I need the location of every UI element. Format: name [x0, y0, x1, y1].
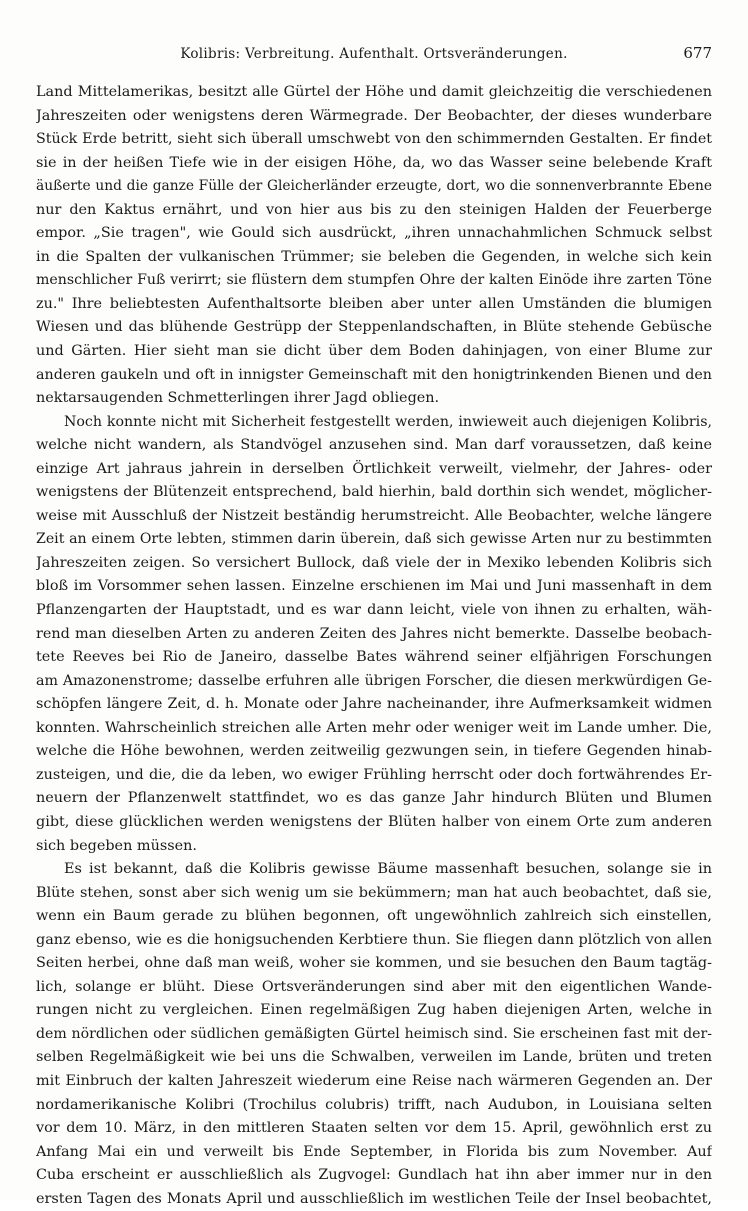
text-line: einzige Art jahraus jahrein in derselben Örtlichkeit verweilt, vielmehr, der Jahres- oder	[36, 460, 712, 477]
text-line: rungen nicht zu vergleichen. Einen regelmäßigen Zug haben diejenigen Arten, welche in	[36, 1002, 712, 1019]
running-head: Kolibris: Verbreitung. Aufenthalt. Ortsveränderungen.	[180, 46, 568, 62]
text-line: gibt, diese glücklichen werden wenigstens der Blüten halber von einem Orte zum anderen	[36, 813, 712, 830]
text-line: zusteigen, und die, die da leben, wo ewiger Frühling herrscht oder doch fortwährendes Er-	[36, 766, 712, 783]
text-line: Cuba erscheint er ausschließlich als Zugvogel: Gundlach hat ihn aber immer nur in den	[36, 1167, 712, 1184]
text-line: ganz ebenso, wie es die honigsuchenden Kerbtiere thun. Sie fliegen dann plötzlich von allen	[36, 931, 712, 948]
text-line: dem nördlichen oder südlichen gemäßigten Gürtel heimisch sind. Sie erscheinen fast mit der-	[36, 1025, 712, 1042]
text-line: wenigstens der Blütenzeit entsprechend, bald hierhin, bald dorthin sich wendet, möglicher-	[36, 484, 712, 501]
text-line: zu." Ihre beliebtesten Aufenthaltsorte bleiben aber unter allen Umständen die blumigen	[36, 295, 712, 312]
text-line: Seiten herbei, ohne daß man weiß, woher sie kommen, und sie besuchen den Baum tagtäg-	[36, 955, 712, 972]
text-line: Land Mittelamerikas, besitzt alle Gürtel der Höhe und damit gleichzeitig die verschiedenen	[36, 84, 712, 100]
text-line: Noch konnte nicht mit Sicherheit festgestellt werden, inwieweit auch diejenigen Kolibris,	[64, 413, 712, 430]
paragraph-1	[36, 81, 712, 411]
text-line: schöpfen längere Zeit, d. h. Monate oder Jahre nacheinander, ihre Aufmerksamkeit widmen	[36, 696, 712, 713]
text-line: tete Reeves bei Rio de Janeiro, dasselbe Bates während seiner elfjährigen Forschungen	[36, 649, 712, 666]
text-line: wenn ein Baum gerade zu blühen begonnen, oft ungewöhnlich zahlreich sich einstellen,	[36, 908, 712, 925]
body-text	[36, 81, 712, 1211]
text-line: nordamerikanische Kolibri (Trochilus colubris) trifft, nach Audubon, in Louisiana selten	[36, 1096, 712, 1113]
text-line: anderen gaukeln und oft in innigster Gemeinschaft mit den honigtrinkenden Bienen und den	[36, 366, 712, 383]
text-line: rend man dieselben Arten zu anderen Zeiten des Jahres nicht bemerkte. Dasselbe beobach-	[36, 625, 712, 642]
paragraph-2	[36, 411, 712, 858]
page-number: 677	[683, 44, 712, 62]
text-line: Es ist bekannt, daß die Kolibris gewisse Bäume massenhaft besuchen, solange sie in	[64, 861, 712, 878]
text-line: sich begeben müssen.	[36, 837, 197, 854]
page-header	[36, 44, 712, 70]
text-line: bloß im Vorsommer sehen lassen. Einzelne erschienen im Mai und Juni massenhaft in dem	[36, 578, 712, 595]
text-line: und Gärten. Hier sieht man sie dicht über dem Boden dahinjagen, von einer Blume zur	[36, 343, 712, 360]
text-line: nektarsaugenden Schmetterlingen ihrer Jagd obliegen.	[36, 390, 440, 407]
text-line: am Amazonenstrome; dasselbe erfuhren alle übrigen Forscher, die diesen merkwürdigen Ge-	[36, 672, 712, 689]
text-line: Stück Erde betritt, sieht sich überall umschwebt von den schimmernden Gestalten. Er findet	[36, 131, 712, 148]
text-line: selben Regelmäßigkeit wie bei uns die Schwalben, verweilen im Lande, brüten und treten	[36, 1049, 712, 1066]
text-line: menschlicher Fuß verirrt; sie flüstern dem stumpfen Ohre der kalten Einöde ihre zarten Töne	[36, 272, 712, 289]
text-line: mit Einbruch der kalten Jahreszeit wiederum eine Reise nach wärmeren Gegenden an. Der	[36, 1072, 712, 1089]
text-line: vor dem 10. März, in den mittleren Staaten selten vor dem 15. April, gewöhnlich erst zu	[36, 1120, 712, 1137]
text-line: sie in der heißen Tiefe wie in der eisigen Höhe, da, wo das Wasser seine belebende Kraft	[36, 154, 712, 171]
text-line: nur den Kaktus ernährt, und von hier aus bis zu den steinigen Halden der Feuerberge	[36, 201, 712, 218]
text-line: Blüte stehen, sonst aber sich wenig um sie bekümmern; man hat auch beobachtet, daß sie,	[36, 884, 712, 901]
text-line: welche nicht wandern, als Standvögel anzusehen sind. Man darf voraussetzen, daß keine	[36, 437, 712, 454]
text-line: Anfang Mai ein und verweilt bis Ende September, in Florida bis zum November. Auf	[36, 1143, 712, 1160]
text-line: Wiesen und das blühende Gestrüpp der Steppenlandschaften, in Blüte stehende Gebüsche	[36, 319, 712, 336]
text-line: Pflanzengarten der Hauptstadt, und es war dann leicht, viele von ihnen zu erhalten, wäh-	[36, 602, 712, 619]
paragraph-3	[36, 858, 712, 1211]
text-line: ersten Tagen des Monats April und ausschließlich im westlichen Teile der Insel beobachtet,	[36, 1190, 712, 1207]
text-line: empor. „Sie tragen", wie Gould sich ausdrückt, „ihren unnachahmlichen Schmuck selbst	[36, 225, 712, 242]
text-line: Jahreszeiten zeigen. So versichert Bullock, daß viele der in Mexiko lebenden Kolibris sich	[36, 554, 712, 571]
text-line: lich, solange er blüht. Diese Ortsveränderungen sind aber mit den eigentlichen Wande-	[36, 978, 712, 995]
text-line: Jahreszeiten oder wenigstens deren Wärmegrade. Der Beobachter, der dieses wunderbare	[36, 107, 712, 124]
text-line: in die Spalten der vulkanischen Trümmer; sie beleben die Gegenden, in welche sich kein	[36, 248, 712, 265]
text-line: äußerte und die ganze Fülle der Gleicherländer erzeugte, dort, wo die sonnenverbrannte Ebene	[36, 178, 712, 195]
text-line: weise mit Ausschluß der Nistzeit beständig herumstreicht. Alle Beobachter, welche längere	[36, 507, 712, 524]
text-line: welche die Höhe bewohnen, werden zeitweilig gezwungen sein, in tiefere Gegenden hinab-	[36, 743, 712, 760]
text-line: konnten. Wahrscheinlich streichen alle Arten mehr oder weniger weit im Lande umher. Die,	[36, 719, 712, 736]
text-line: neuern der Pflanzenwelt stattfindet, wo es das ganze Jahr hindurch Blüten und Blumen	[36, 790, 712, 807]
text-line: Zeit an einem Orte lebten, stimmen darin überein, daß sich gewisse Arten nur zu bestimmten	[36, 531, 712, 548]
